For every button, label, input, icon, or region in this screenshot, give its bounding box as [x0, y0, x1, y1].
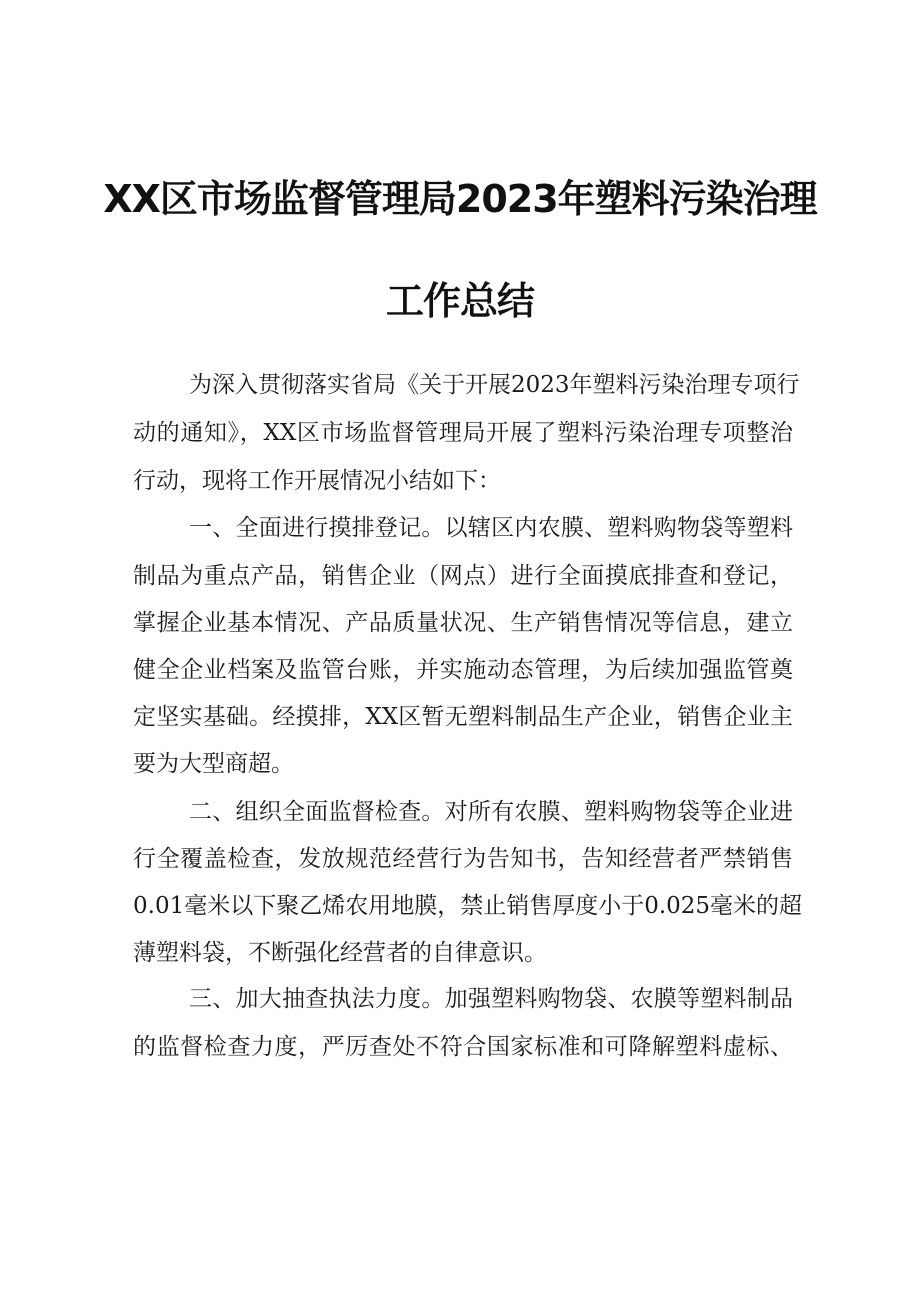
document-title-line-2: 工作总结 — [385, 279, 534, 323]
body-line: 薄塑料袋，不断强化经营者的自律意识。 — [133, 940, 547, 966]
body-line: 为深入贯彻落实省局《关于开展2023年塑料污染治理专项行 — [189, 372, 800, 398]
body-line: 二、组织全面监督检查。对所有农膜、塑料购物袋等企业进 — [189, 799, 793, 825]
body-line: 的监督检查力度，严厉查处不符合国家标准和可降解塑料虚标、 — [133, 1034, 793, 1060]
body-line: 三、加大抽查执法力度。加强塑料购物袋、农膜等塑料制品 — [189, 986, 793, 1012]
body-line: 一、全面进行摸排登记。以辖区内农膜、塑料购物袋等塑料 — [189, 515, 793, 541]
body-line: 0.01毫米以下聚乙烯农用地膜，禁止销售厚度小于0.025毫米的超 — [133, 893, 803, 919]
body-line: 要为大型商超。 — [133, 751, 294, 777]
body-line: 行动，现将工作开展情况小结如下： — [133, 468, 501, 494]
body-line: 掌握企业基本情况、产品质量状况、生产销售情况等信息，建立 — [133, 610, 793, 636]
body-line: 行全覆盖检查，发放规范经营行为告知书，告知经营者严禁销售 — [133, 846, 793, 872]
body-line: 健全企业档案及监管台账，并实施动态管理，为后续加强监管奠 — [133, 657, 793, 683]
body-line: 制品为重点产品，销售企业（网点）进行全面摸底排查和登记， — [133, 563, 793, 589]
document-title-line-1: XX区市场监督管理局2023年塑料污染治理 — [103, 177, 817, 221]
body-line: 定坚实基础。经摸排，XX区暂无塑料制品生产企业，销售企业主 — [133, 704, 793, 730]
body-line: 动的通知》，XX区市场监督管理局开展了塑料污染治理专项整治 — [133, 420, 793, 446]
